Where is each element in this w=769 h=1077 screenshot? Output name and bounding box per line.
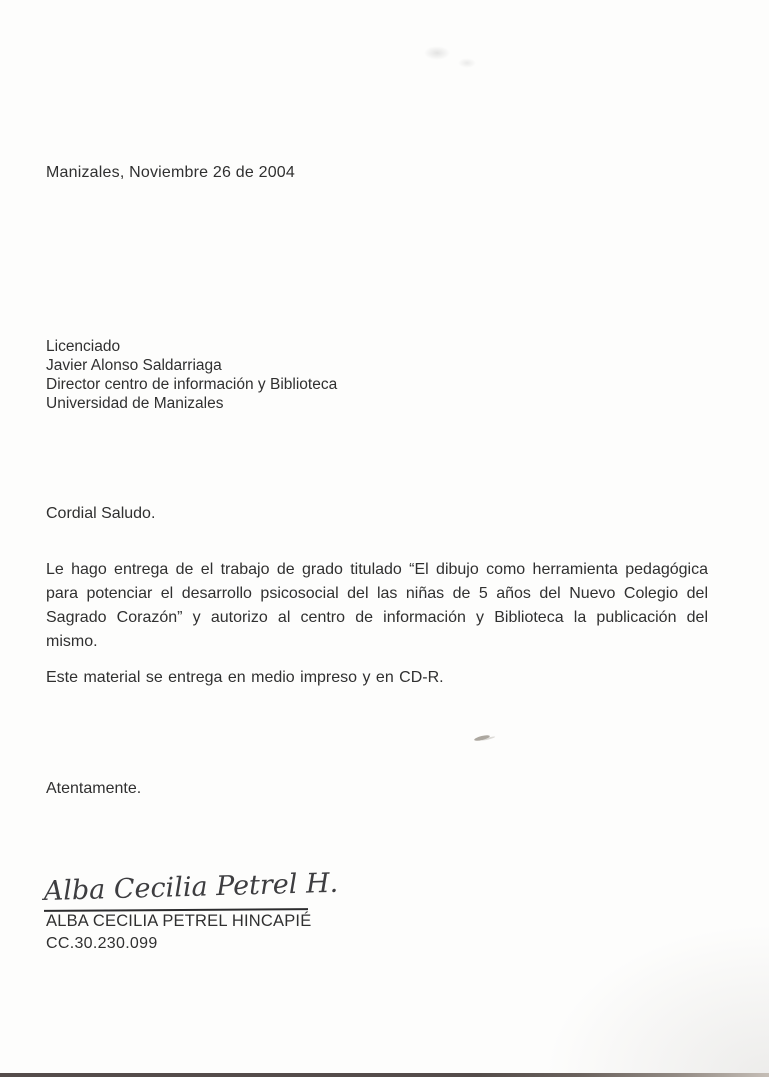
letter-closing: Atentamente. — [46, 780, 142, 797]
letter-body-paragraph-1: Le hago entrega de el trabajo de grado titulado “El dibujo como herramienta pedagógica para potenciar el desarrollo psicosocial del las niñas de 5 años del Nuevo Colegio del Sagrado Corazón” y autorizo al centro de información y Biblioteca la publicación del mismo. — [46, 561, 708, 650]
signer-typed-name: ALBA CECILIA PETREL HINCAPIÉ — [46, 912, 312, 930]
recipient-block — [46, 337, 337, 413]
letter-greeting: Cordial Saludo. — [46, 505, 156, 522]
signer-id-number: CC.30.230.099 — [46, 935, 158, 952]
scan-artifact-smudge — [474, 734, 490, 742]
letter-body-paragraph-2: Este material se entrega en medio impreso y en CD-R. — [46, 669, 444, 686]
recipient-position: Director centro de información y Biblioteca — [46, 376, 338, 393]
scan-bottom-edge-strip — [0, 1073, 769, 1077]
letter-date-line: Manizales, Noviembre 26 de 2004 — [46, 164, 296, 181]
recipient-title: Licenciado — [46, 338, 121, 355]
scan-corner-shading — [549, 927, 769, 1077]
recipient-name: Javier Alonso Saldarriaga — [46, 357, 222, 374]
recipient-institution: Universidad de Manizales — [46, 395, 224, 412]
scan-artifact-speck — [424, 46, 450, 60]
scan-artifact-speck — [458, 58, 476, 68]
signature-handwritten-text: Alba Cecilia Petrel H. — [43, 867, 339, 907]
